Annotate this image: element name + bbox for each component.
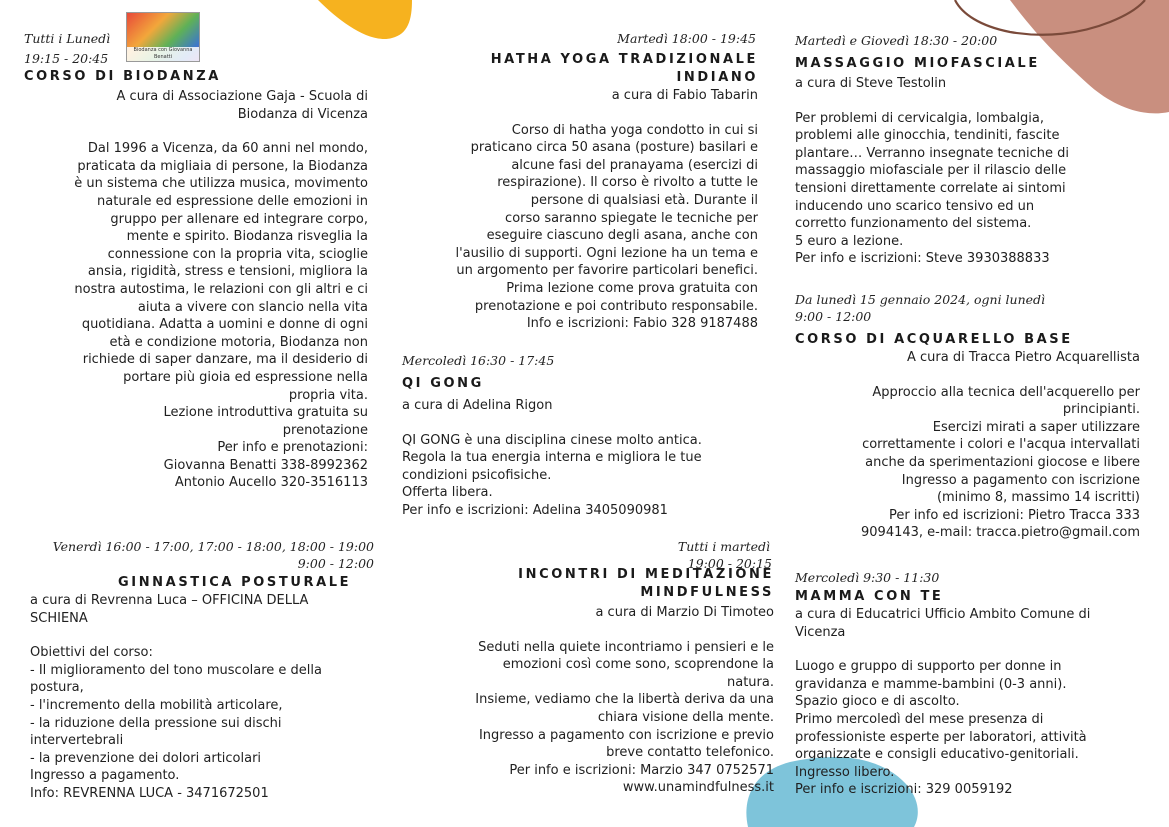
mindfulness-description: Seduti nella quiete incontriamo i pensieri e le emozioni così come sono, scoprendone la natura. Insieme, vediamo che la libertà deriva da una chiara visione della mente. Ingresso a pagamento con iscrizione e previo breve contatto telefonico. Per info e iscrizioni: Marzio 347 0752571 www.unamindfulness.it — [475, 639, 774, 796]
mamma-title: MAMMA CON TE — [795, 589, 944, 604]
biodanza-title: CORSO DI BIODANZA — [24, 69, 221, 84]
acquarello-when: Da lunedì 15 gennaio 2024, ogni lunedì 9:00 - 12:00 — [795, 292, 1046, 324]
massaggio-section — [795, 32, 1141, 268]
biodanza-logo — [126, 12, 200, 62]
mamma-description: Luogo e gruppo di supporto per donne in gravidanza e mamme-bambini (0-3 anni). Spazio gioco e di ascolto. Primo mercoledì del mese presenza di professioniste esperte per laboratori, attività organizzate e consigli educativo-genitoriali. Ingresso libero. Per info e iscrizioni: 329 0059192 — [795, 659, 1087, 798]
mamma-curator: a cura di Educatrici Ufficio Ambito Comune di Vicenza — [795, 607, 1091, 640]
biodanza-curator: A cura di Associazione Gaja - Scuola di Biodanza di Vicenza — [116, 89, 368, 122]
biodanza-section — [24, 30, 368, 492]
mindfulness-title: INCONTRI DI MEDITAZIONE MINDFULNESS — [518, 567, 774, 600]
massaggio-title: MASSAGGIO MIOFASCIALE — [795, 56, 1040, 71]
qigong-title: QI GONG — [402, 376, 484, 391]
biodanza-time: 19:15 - 20:45 — [24, 51, 109, 66]
biodanza-day: Tutti i Lunedì — [24, 31, 111, 46]
acquarello-section — [795, 291, 1140, 542]
qigong-when: Mercoledì 16:30 - 17:45 — [402, 353, 555, 368]
mindfulness-curator: a cura di Marzio Di Timoteo — [595, 605, 774, 620]
ginnastica-description: Obiettivi del corso: - Il miglioramento del tono muscolare e della postura, - l'incremento della mobilità articolare, - la riduzione della pressione sui dischi intervertebrali - la prevenzione dei dolori articolari Ingresso a pagamento. Info: REVRENNA LUCA - 3471672501 — [30, 645, 322, 801]
hatha-title: HATHA YOGA TRADIZIONALE INDIANO — [490, 52, 758, 85]
ginnastica-when: Venerdì 16:00 - 17:00, 17:00 - 18:00, 18:00 - 19:00 9:00 - 12:00 — [52, 539, 374, 571]
biodanza-description: Dal 1996 a Vicenza, da 60 anni nel mondo, praticata da migliaia di persone, la Biodanza è un sistema che utilizza musica, movimento naturale ed espressione delle emozioni in gruppo per allenare ed integrare corpo, mente e spirito. Biodanza risveglia la connessione con la propria vita, scioglie ansia, rigidità, stress e tensioni, migliora la nostra autostima, le relazioni con gli altri e ci aiuta a vivere con slancio nella vita quotidiana. Adatta a uomini e donne di ogni età e condizione motoria, Biodanza non richiede di saper danzare, ma il desiderio di portare più gioia ed espressione nella propria vita. Lezione introduttiva gratuita su prenotazione Per info e prenotazioni: Giovanna Benatti 338-8992362 Antonio Aucello 320-3516113 — [74, 141, 368, 491]
qigong-description: QI GONG è una disciplina cinese molto antica. Regola la tua energia interna e migliora le tue condizioni psicofisiche. Offerta libera. Per info e iscrizioni: Adelina 3405090981 — [402, 432, 702, 518]
qigong-curator: a cura di Adelina Rigon — [402, 398, 553, 413]
massaggio-description: Per problemi di cervicalgia, lombalgia, problemi alle ginocchia, tendiniti, fascite plantare… Verranno insegnate tecniche di massaggio miofasciale per il rilascio delle tensioni direttamente correlate ai sintomi inducendo uno scarico tensivo ed un corretto funzionamento del sistema. 5 euro a lezione. Per info e iscrizioni: Steve 3930388833 — [795, 110, 1069, 267]
mamma-when: Mercoledì 9:30 - 11:30 — [795, 570, 940, 585]
hatha-when: Martedì 18:00 - 19:45 — [617, 31, 756, 46]
mindfulness-time: 19:00 - 20:15 — [687, 556, 772, 571]
mamma-section — [795, 569, 1141, 799]
massaggio-when: Martedì e Giovedì 18:30 - 20:00 — [795, 33, 998, 48]
mindfulness-day: Tutti i martedì — [677, 539, 770, 554]
biodanza-logo-caption: Biodanza con Giovanna Benatti — [127, 47, 199, 61]
ginnastica-curator: a cura di Revrenna Luca – OFFICINA DELLA SCHIENA — [30, 593, 309, 626]
acquarello-curator: A cura di Tracca Pietro Acquarellista — [907, 350, 1140, 365]
hatha-curator: a cura di Fabio Tabarin — [611, 88, 758, 103]
qigong-section — [402, 352, 758, 520]
acquarello-title: CORSO DI ACQUARELLO BASE — [795, 332, 1073, 347]
ginnastica-section — [30, 538, 374, 803]
hatha-section — [402, 30, 758, 333]
hatha-description: Corso di hatha yoga condotto in cui si praticano circa 50 asana (posture) basilari e alcune fasi del pranayama (esercizi di respirazione). Il corso è rivolto a tutte le persone di qualsiasi età. Durante il corso saranno spiegate le tecniche per eseguire ciascuno degli asana, anche con l'ausilio di supporti. Ogni lezione ha un tema e un argomento per favorire particolari benefici. Prima lezione come prova gratuita con prenotazione e poi contributo responsabile. Info e iscrizioni: Fabio 328 9187488 — [455, 122, 758, 332]
ginnastica-title: GINNASTICA POSTURALE — [118, 575, 352, 590]
massaggio-curator: a cura di Steve Testolin — [795, 76, 947, 91]
acquarello-description: Approccio alla tecnica dell'acquerello per principianti. Esercizi mirati a saper utilizzare correttamente i colori e l'acqua intervallati anche da sperimentazioni giocose e libere Ingresso a pagamento con iscrizione (minimo 8, massimo 14 iscritti) Per info ed iscrizioni: Pietro Tracca 333 9094143, e-mail: tracca.pietro@gmail.com — [861, 384, 1140, 541]
mindfulness-section — [402, 538, 774, 797]
